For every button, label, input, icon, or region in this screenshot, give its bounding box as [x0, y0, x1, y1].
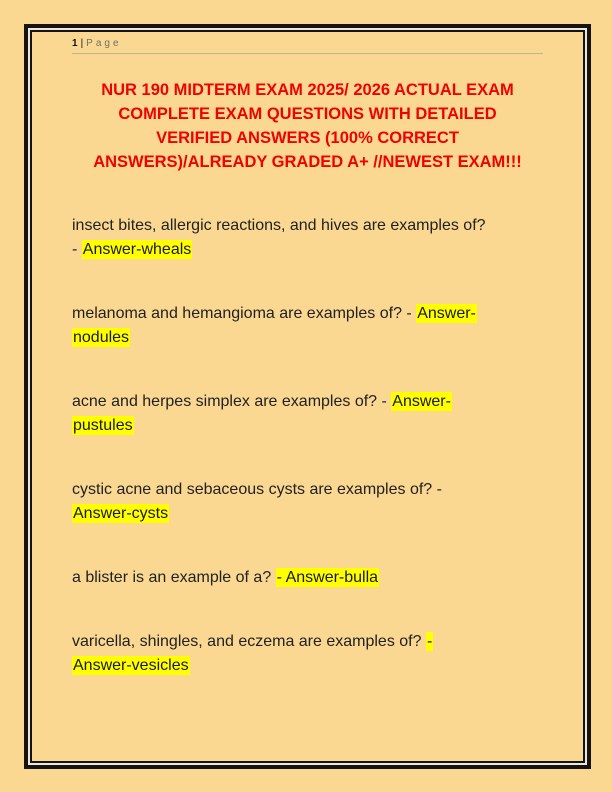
answer-highlight: Answer-cysts	[73, 505, 169, 522]
header-divider: |	[80, 38, 84, 49]
question-paragraph	[72, 566, 543, 590]
question-text: a blister is an example of a?	[72, 569, 276, 586]
questions-section	[72, 214, 543, 678]
question-paragraph	[72, 478, 543, 526]
question-text: insect bites, allergic reactions, and hives are examples of?	[72, 217, 486, 234]
answer-highlight: Answer-	[417, 305, 476, 322]
answer-highlight: Answer-vesicles	[73, 657, 189, 674]
answer-highlight: Answer-wheals	[82, 241, 192, 258]
answer-highlight: nodules	[73, 329, 130, 346]
question-text: -	[72, 241, 82, 258]
document-title	[72, 78, 543, 174]
answer-highlight: Answer-	[392, 393, 451, 410]
question-paragraph	[72, 214, 543, 262]
title-line: NUR 190 MIDTERM EXAM 2025/ 2026 ACTUAL EXAM	[101, 81, 514, 99]
page-content	[30, 30, 585, 763]
page-header	[72, 37, 543, 54]
title-line: ANSWERS)/ALREADY GRADED A+ //NEWEST EXAM!!!	[93, 153, 522, 171]
question-paragraph	[72, 630, 543, 678]
question-text: acne and herpes simplex are examples of? -	[72, 393, 392, 410]
question-text: melanoma and hemangioma are examples of? -	[72, 305, 417, 322]
answer-highlight: -	[426, 633, 433, 650]
answer-highlight: - Answer-bulla	[276, 569, 379, 586]
question-paragraph	[72, 390, 543, 438]
question-text: cystic acne and sebaceous cysts are examples of? -	[72, 481, 442, 498]
question-text: varicella, shingles, and eczema are examples of?	[72, 633, 426, 650]
title-line: COMPLETE EXAM QUESTIONS WITH DETAILED	[118, 105, 497, 123]
title-line: VERIFIED ANSWERS (100% CORRECT	[156, 129, 459, 147]
answer-highlight: pustules	[73, 417, 133, 434]
page-header-label: Page	[86, 38, 122, 49]
question-paragraph	[72, 302, 543, 350]
page-number: 1	[72, 38, 78, 49]
page-border-frame	[24, 24, 591, 769]
